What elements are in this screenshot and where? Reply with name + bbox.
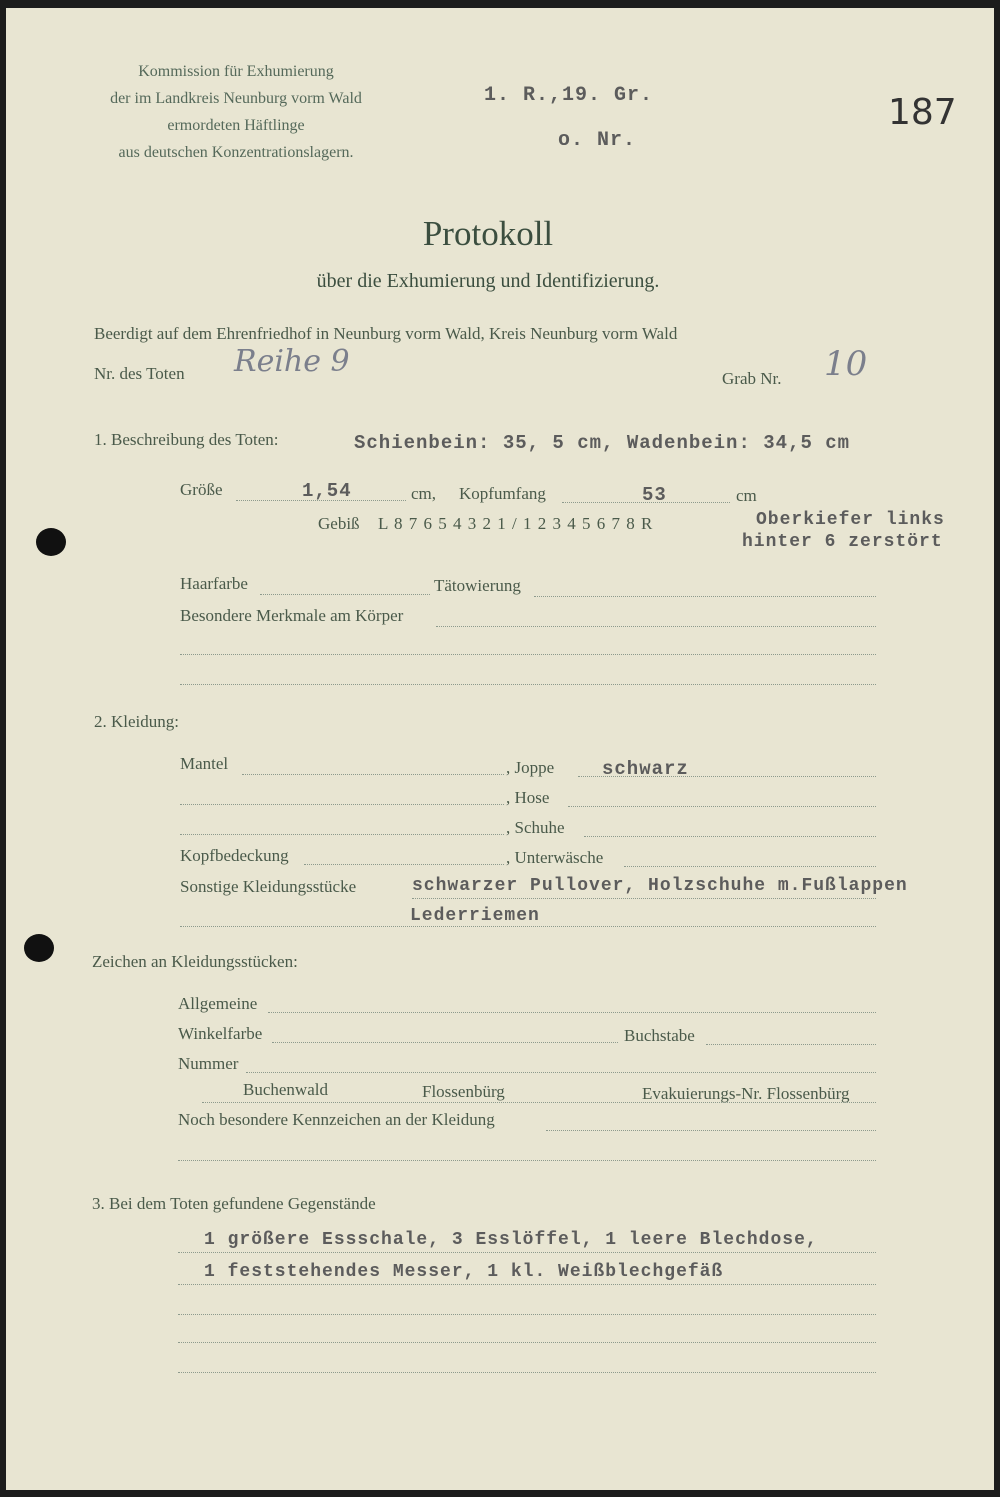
- bone-measurements: Schienbein: 35, 5 cm, Wadenbein: 34,5 cm: [354, 432, 851, 454]
- commission-line: aus deutschen Konzentrationslagern.: [118, 144, 354, 161]
- section3-heading: 3. Bei dem Toten gefundene Gegenstände: [92, 1194, 376, 1213]
- punch-hole: [24, 934, 54, 962]
- noch-dotted-line: [546, 1130, 876, 1131]
- mantel-label: Mantel: [180, 754, 229, 773]
- allgemeine-label: Allgemeine: [178, 994, 258, 1013]
- punch-hole: [36, 528, 66, 556]
- gebiss-note: hinter 6 zerstört: [742, 532, 943, 552]
- allgemeine-dotted-line: [268, 1012, 876, 1013]
- unterwaesche-dotted-line: [624, 866, 876, 867]
- kopfumfang-label: Kopfumfang: [459, 484, 546, 503]
- sonstige-dotted-line: [412, 898, 876, 899]
- buchstabe-label: Buchstabe: [624, 1026, 695, 1045]
- grab-nr-value: 10: [824, 344, 868, 384]
- reference-row-group: 1. R.,19. Gr.: [484, 84, 654, 107]
- items-found: 1 größere Essschale, 3 Esslöffel, 1 leere Blechdose,: [204, 1230, 818, 1250]
- kopfbedeckung-label: Kopfbedeckung: [180, 846, 289, 865]
- items-dotted-line: [178, 1342, 876, 1343]
- page-number: 187: [888, 92, 957, 133]
- grab-nr-label: Grab Nr.: [722, 369, 782, 388]
- haarfarbe-dotted-line: [260, 594, 430, 595]
- commission-line: ermordeten Häftlinge: [167, 117, 305, 134]
- commission-line: der im Landkreis Neunburg vorm Wald: [110, 90, 362, 107]
- section2-heading: 2. Kleidung:: [94, 712, 179, 731]
- cm-unit-2: cm: [736, 486, 757, 505]
- joppe-value: schwarz: [602, 758, 689, 780]
- schuhe-label: , Schuhe: [506, 818, 565, 837]
- noch-label: Noch besondere Kennzeichen an der Kleidung: [178, 1110, 495, 1129]
- burial-line: Beerdigt auf dem Ehrenfriedhof in Neunburg vorm Wald, Kreis Neunburg vorm Wald: [94, 324, 678, 343]
- sonstige-value: schwarzer Pullover, Holzschuhe m.Fußlappen: [412, 876, 908, 896]
- reference-number: o. Nr.: [558, 129, 637, 152]
- joppe-label: , Joppe: [506, 758, 555, 777]
- gebiss-chart: L 8 7 6 5 4 3 2 1 / 1 2 3 4 5 6 7 8 R: [378, 514, 654, 533]
- merkmale-dotted-line: [180, 684, 876, 685]
- buchstabe-dotted-line: [706, 1044, 876, 1045]
- evakuierung-label: Evakuierungs-Nr. Flossenbürg: [642, 1084, 850, 1103]
- hose-label: , Hose: [506, 788, 550, 807]
- mantel-dotted-line: [242, 774, 504, 775]
- kopfbedeckung-dotted-line: [304, 864, 504, 865]
- gebiss-label: Gebiß: [318, 514, 360, 533]
- nr-des-toten-label: Nr. des Toten: [94, 364, 185, 383]
- taetowierung-dotted-line: [534, 596, 876, 597]
- unterwaesche-label: , Unterwäsche: [506, 848, 604, 867]
- merkmale-dotted-line: [180, 654, 876, 655]
- commission-line: Kommission für Exhumierung: [138, 63, 334, 80]
- commission-header: [66, 58, 406, 166]
- zeichen-heading: Zeichen an Kleidungsstücken:: [92, 952, 298, 971]
- numbers-dotted-line: [202, 1102, 876, 1103]
- nummer-dotted-line: [246, 1072, 876, 1073]
- haarfarbe-label: Haarfarbe: [180, 574, 248, 593]
- groesse-value: 1,54: [302, 480, 352, 502]
- taetowierung-label: Tätowierung: [434, 576, 521, 595]
- items-dotted-line: [178, 1252, 876, 1253]
- nummer-label: Nummer: [178, 1054, 239, 1073]
- items-dotted-line: [178, 1314, 876, 1315]
- schuhe-left-dotted-line: [180, 834, 504, 835]
- items-dotted-line: [178, 1284, 876, 1285]
- merkmale-dotted-line: [436, 626, 876, 627]
- winkelfarbe-dotted-line: [272, 1042, 618, 1043]
- page-subtitle: über die Exhumierung und Identifizierung.: [316, 270, 660, 292]
- items-dotted-line: [178, 1372, 876, 1373]
- gebiss-note: Oberkiefer links: [756, 510, 945, 530]
- section1-heading: 1. Beschreibung des Toten:: [94, 430, 279, 449]
- page-title: Protokoll: [422, 214, 554, 253]
- sonstige-label: Sonstige Kleidungsstücke: [180, 877, 357, 896]
- flossenbuerg-label: Flossenbürg: [422, 1082, 505, 1101]
- cm-unit-1: cm,: [411, 484, 437, 503]
- nr-des-toten-value: Reihe 9: [234, 344, 350, 379]
- hose-left-dotted-line: [180, 804, 504, 805]
- winkelfarbe-label: Winkelfarbe: [178, 1024, 263, 1043]
- kopfumfang-value: 53: [642, 484, 667, 506]
- buchenwald-label: Buchenwald: [243, 1080, 328, 1099]
- groesse-label: Größe: [180, 480, 223, 499]
- sonstige-value: Lederriemen: [410, 906, 540, 926]
- schuhe-dotted-line: [584, 836, 876, 837]
- protocol-page: [6, 8, 994, 1490]
- items-found: 1 feststehendes Messer, 1 kl. Weißblechgefäß: [204, 1262, 724, 1282]
- merkmale-label: Besondere Merkmale am Körper: [180, 606, 404, 625]
- sonstige-dotted-line: [180, 926, 876, 927]
- noch-dotted-line: [178, 1160, 876, 1161]
- hose-dotted-line: [568, 806, 876, 807]
